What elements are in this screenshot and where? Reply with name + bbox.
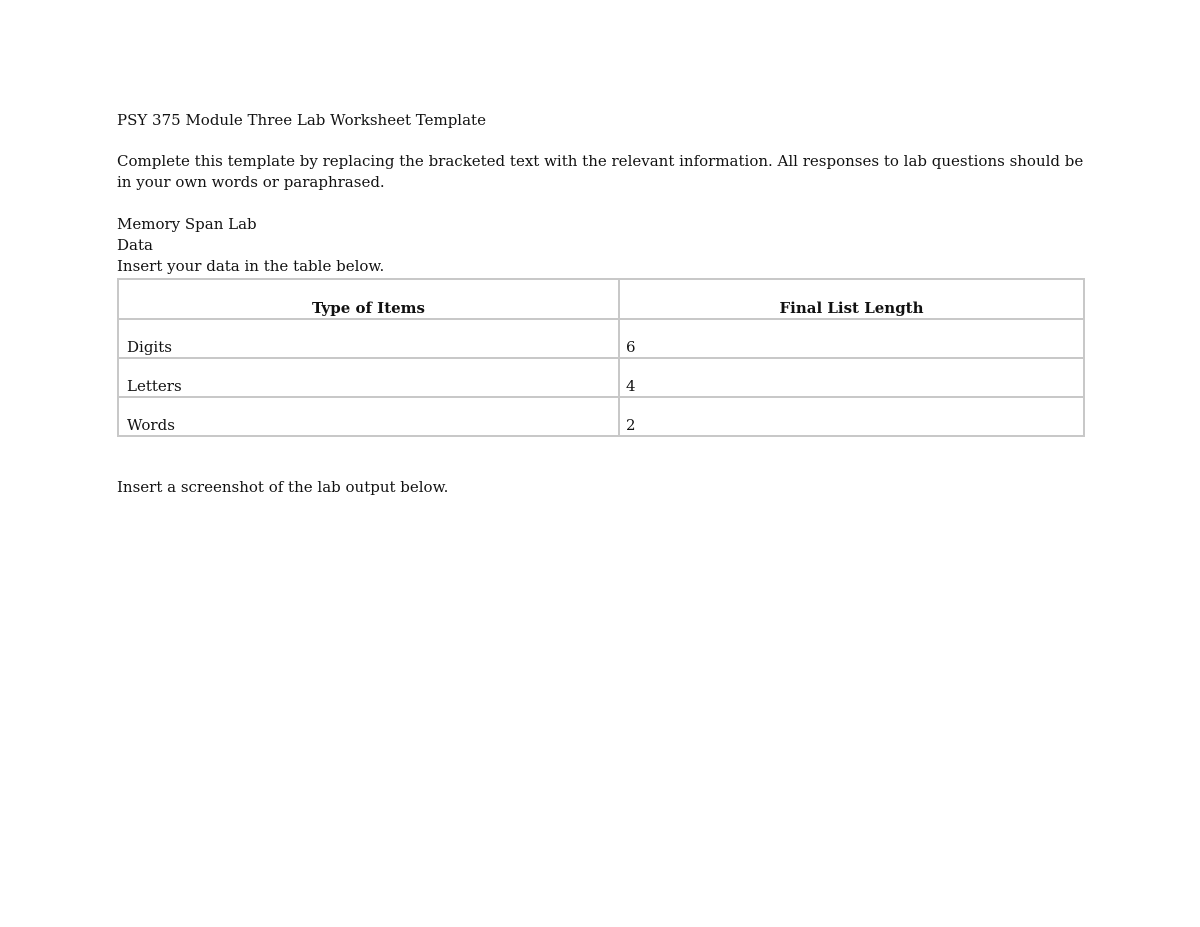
document-title: PSY 375 Module Three Lab Worksheet Template [117,111,486,129]
table-prompt: Insert your data in the table below. [117,257,385,275]
section-title: Memory Span Lab [117,215,257,233]
header-final-list-length: Final List Length [619,279,1084,319]
cell-item-type: Digits [118,319,619,358]
table-header-row [118,279,1084,319]
header-type-of-items: Type of Items [118,279,619,319]
cell-list-length: 4 [619,358,1084,397]
screenshot-prompt: Insert a screenshot of the lab output below. [117,478,449,496]
table-row [118,397,1084,436]
data-table [117,278,1085,437]
table-row [118,358,1084,397]
instructions-paragraph: Complete this template by replacing the bracketed text with the relevant information. All responses to lab questions should be in your own words or paraphrased. [117,152,1084,191]
subsection-title: Data [117,236,153,254]
cell-item-type: Letters [118,358,619,397]
cell-list-length: 2 [619,397,1084,436]
document-page [117,110,1085,498]
cell-list-length: 6 [619,319,1084,358]
cell-item-type: Words [118,397,619,436]
table-row [118,319,1084,358]
